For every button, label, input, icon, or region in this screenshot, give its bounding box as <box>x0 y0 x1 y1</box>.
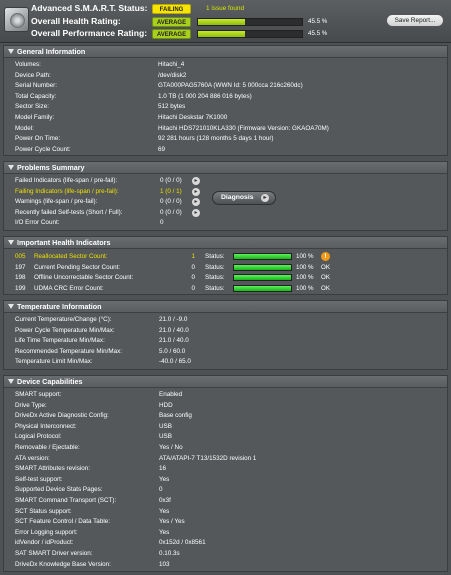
row-value: Yes / Yes <box>159 518 185 526</box>
performance-rating-label: Overall Performance Rating: <box>31 28 148 38</box>
performance-percent: 45.5 % <box>308 30 328 37</box>
diagnosis-button[interactable] <box>212 191 276 205</box>
row-label: Power Cycle Temperature Min/Max: <box>15 326 115 334</box>
indicator-percent: 100 % <box>296 274 314 281</box>
row-label: Power On Time: <box>15 135 61 143</box>
problem-value: 0 (0 / 0) <box>160 177 182 184</box>
temperature-section <box>3 300 448 370</box>
list-row <box>4 145 447 155</box>
row-value: 0x152d / 0x8561 <box>159 539 206 547</box>
status-label: Status: <box>205 284 225 292</box>
row-label: Self-test support: <box>15 475 63 483</box>
row-label: Model Family: <box>15 114 55 121</box>
list-row <box>4 411 447 421</box>
indicator-percent: 100 % <box>296 253 314 260</box>
problems-summary-header[interactable] <box>4 162 447 174</box>
problems-summary-title: Problems Summary <box>17 163 85 172</box>
temperature-header[interactable] <box>4 301 447 313</box>
row-value: Yes <box>159 475 170 483</box>
list-row <box>4 326 447 336</box>
list-row <box>4 134 447 144</box>
row-value: 103 <box>159 560 170 568</box>
indicator-name: UDMA CRC Error Count: <box>34 284 104 292</box>
chevron-right-icon[interactable]: ▸ <box>192 177 200 185</box>
problem-row <box>4 218 447 228</box>
row-label: DriveDx Active Diagnostic Config: <box>15 412 109 420</box>
indicator-value: 0 <box>191 274 195 281</box>
indicator-id: 005 <box>15 253 26 260</box>
list-row <box>4 390 447 400</box>
list-row <box>4 102 447 112</box>
row-label: SAT SMART Driver version: <box>15 550 93 557</box>
problem-row <box>4 208 447 218</box>
row-label: Supported Device Stats Pages: <box>15 486 103 494</box>
row-value: 0 <box>159 486 163 494</box>
row-value: GTA000PAG5760A (WWN Id: 5 000cca 216c260dc) <box>158 82 303 90</box>
problems-summary-section <box>3 161 448 231</box>
row-value: Yes <box>159 528 170 536</box>
failing-badge: FAILING <box>152 4 191 14</box>
row-label: Removable / Ejectable: <box>15 444 80 451</box>
indicator-state: OK <box>321 263 330 271</box>
chevron-right-icon: ▸ <box>261 194 269 202</box>
device-capabilities-header[interactable] <box>4 376 447 388</box>
indicator-state: OK <box>321 284 330 292</box>
row-value: 21.0 / 40.0 <box>159 326 189 334</box>
indicator-id: 199 <box>15 284 26 292</box>
list-row <box>4 454 447 464</box>
status-label: Status: <box>205 263 225 271</box>
row-label: Physical Interconnect: <box>15 422 77 430</box>
indicator-progress-fill <box>234 254 291 259</box>
row-value: 1.0 TB (1 000 204 886 016 bytes) <box>158 92 252 100</box>
performance-badge: AVERAGE <box>152 29 191 39</box>
temperature-title: Temperature Information <box>17 302 102 311</box>
indicator-progress-fill <box>234 275 291 280</box>
row-label: SMART Command Transport (SCT): <box>15 497 117 504</box>
indicator-id: 198 <box>15 274 26 281</box>
performance-progress-bar <box>197 30 303 38</box>
row-label: DriveDx Knowledge Base Version: <box>15 560 111 568</box>
disclosure-triangle-icon[interactable] <box>8 49 14 54</box>
status-label: Status: <box>205 253 225 260</box>
list-row <box>4 485 447 495</box>
save-report-button[interactable]: Save Report... <box>386 14 444 27</box>
disclosure-triangle-icon[interactable] <box>8 240 14 245</box>
device-capabilities-title: Device Capabilities <box>17 377 83 386</box>
row-label: Temperature Limit Min/Max: <box>15 358 93 365</box>
indicator-progress-bar <box>233 253 292 260</box>
health-indicator-row <box>4 252 447 262</box>
problem-value: 1 (0 / 1) <box>160 187 182 195</box>
indicator-progress-bar <box>233 285 292 292</box>
health-indicator-row <box>4 284 447 294</box>
row-label: Logical Protocol: <box>15 433 62 441</box>
health-indicators-title: Important Health Indicators <box>17 238 111 247</box>
performance-rating-row <box>31 29 451 41</box>
list-row <box>4 549 447 559</box>
health-badge: AVERAGE <box>152 17 191 27</box>
row-value: 21.0 / 40.0 <box>159 337 189 344</box>
list-row <box>4 475 447 485</box>
list-row <box>4 560 447 570</box>
list-row <box>4 432 447 442</box>
row-label: Model: <box>15 124 34 132</box>
status-header <box>0 0 451 43</box>
row-value: 16 <box>159 465 167 473</box>
row-label: Total Capacity: <box>15 92 57 100</box>
issue-count-text: 1 issue found <box>206 5 245 12</box>
list-row <box>4 113 447 123</box>
indicator-progress-bar <box>233 274 292 281</box>
list-row <box>4 347 447 357</box>
chevron-right-icon[interactable]: ▸ <box>192 188 200 196</box>
row-value: USB <box>159 422 172 430</box>
health-progress-fill <box>198 19 245 25</box>
problem-label: Failed Indicators (life-span / pre-fail): <box>15 177 118 184</box>
row-label: Sector Size: <box>15 103 49 111</box>
health-indicators-header[interactable] <box>4 237 447 249</box>
list-row <box>4 401 447 411</box>
health-rating-label: Overall Health Rating: <box>31 16 121 26</box>
row-label: Device Path: <box>15 71 51 79</box>
problem-label: Failing Indicators (life-span / pre-fail): <box>15 187 119 195</box>
indicator-progress-bar <box>233 264 292 271</box>
row-value: Base config <box>159 412 192 420</box>
row-label: Recommended Temperature Min/Max: <box>15 347 122 355</box>
indicator-name: Current Pending Sector Count: <box>34 263 121 271</box>
chevron-right-icon[interactable]: ▸ <box>192 198 200 206</box>
row-value: Hitachi_4 <box>158 61 185 68</box>
list-row <box>4 496 447 506</box>
indicator-name: Reallocated Sector Count: <box>34 253 108 260</box>
diagnosis-label: Diagnosis <box>221 194 254 201</box>
general-information-title: General Information <box>17 47 86 56</box>
row-value: /dev/disk2 <box>158 71 187 79</box>
row-value: 5.0 / 60.0 <box>159 347 186 355</box>
indicator-progress-fill <box>234 286 291 291</box>
smart-status-label: Advanced S.M.A.R.T. Status: <box>31 3 148 13</box>
row-value: 0.10.3s <box>159 550 180 557</box>
list-row <box>4 81 447 91</box>
list-row <box>4 422 447 432</box>
row-value: USB <box>159 433 172 441</box>
row-value: Enabled <box>159 391 183 398</box>
indicator-value: 0 <box>191 263 195 271</box>
problem-label: Warnings (life-span / pre-fail): <box>15 198 98 206</box>
row-label: SCT Feature Control / Data Table: <box>15 518 110 526</box>
health-indicator-row <box>4 273 447 283</box>
row-label: Serial Number: <box>15 82 57 90</box>
problem-value: 0 <box>160 219 164 227</box>
problem-label: I/O Error Count: <box>15 219 60 227</box>
row-value: ATA/ATAPI-7 T13/1532D revision 1 <box>159 454 257 462</box>
list-row <box>4 315 447 325</box>
row-value: 512 bytes <box>158 103 186 111</box>
status-label: Status: <box>205 274 225 281</box>
list-row <box>4 71 447 81</box>
row-value: HDD <box>159 401 173 409</box>
health-progress-bar <box>197 18 303 26</box>
hard-drive-icon <box>4 7 29 32</box>
list-row <box>4 517 447 527</box>
row-value: Yes / No <box>159 444 183 451</box>
indicator-value: 1 <box>191 253 195 260</box>
health-indicators-section <box>3 236 448 295</box>
problem-label: Recently failed Self-tests (Short / Full): <box>15 208 123 216</box>
chevron-right-icon[interactable]: ▸ <box>192 209 200 217</box>
general-information-header[interactable] <box>4 46 447 58</box>
row-label: Error Logging support: <box>15 528 78 536</box>
row-label: Current Temperature/Change (°C): <box>15 316 112 323</box>
indicator-state: OK <box>321 274 330 281</box>
warning-icon[interactable]: ! <box>321 252 330 261</box>
list-row <box>4 528 447 538</box>
problem-value: 0 (0 / 0) <box>160 208 182 216</box>
problem-value: 0 (0 / 0) <box>160 198 182 206</box>
list-row <box>4 336 447 346</box>
general-information-section <box>3 45 448 156</box>
list-row <box>4 124 447 134</box>
row-label: Power Cycle Count: <box>15 145 71 153</box>
row-label: ATA version: <box>15 454 50 462</box>
row-label: idVendor / idProduct: <box>15 539 74 547</box>
device-capabilities-section <box>3 375 448 572</box>
row-value: 0x3f <box>159 497 171 504</box>
health-indicator-row <box>4 263 447 273</box>
indicator-name: Offline Uncorrectable Sector Count: <box>34 274 134 281</box>
row-value: Yes <box>159 507 170 515</box>
list-row <box>4 538 447 548</box>
row-label: SMART Attributes revision: <box>15 465 91 473</box>
row-label: Volumes: <box>15 61 41 68</box>
disclosure-triangle-icon[interactable] <box>8 304 14 309</box>
indicator-value: 0 <box>191 284 195 292</box>
row-label: SCT Status support: <box>15 507 72 515</box>
list-row <box>4 92 447 102</box>
indicator-percent: 100 % <box>296 263 314 271</box>
disclosure-triangle-icon[interactable] <box>8 379 14 384</box>
problem-row <box>4 176 447 186</box>
performance-progress-fill <box>198 31 245 37</box>
list-row <box>4 443 447 453</box>
row-value: Hitachi Deskstar 7K1000 <box>158 114 228 121</box>
indicator-percent: 100 % <box>296 284 314 292</box>
list-row <box>4 357 447 367</box>
indicator-progress-fill <box>234 265 291 270</box>
list-row <box>4 507 447 517</box>
list-row <box>4 60 447 70</box>
disclosure-triangle-icon[interactable] <box>8 165 14 170</box>
row-value: Hitachi HDS721010KLA330 (Firmware Version: GKAOA70M) <box>158 124 329 132</box>
health-percent: 45.5 % <box>308 18 328 25</box>
row-value: -40.0 / 65.0 <box>159 358 191 365</box>
list-row <box>4 464 447 474</box>
row-value: 92 281 hours (128 months 5 days 1 hour) <box>158 135 274 143</box>
row-label: Drive Type: <box>15 401 47 409</box>
row-label: SMART support: <box>15 391 62 398</box>
row-value: 69 <box>158 145 166 153</box>
indicator-id: 197 <box>15 263 26 271</box>
row-label: Life Time Temperature Min/Max: <box>15 337 105 344</box>
row-value: 21.0 / -9.0 <box>159 316 188 323</box>
